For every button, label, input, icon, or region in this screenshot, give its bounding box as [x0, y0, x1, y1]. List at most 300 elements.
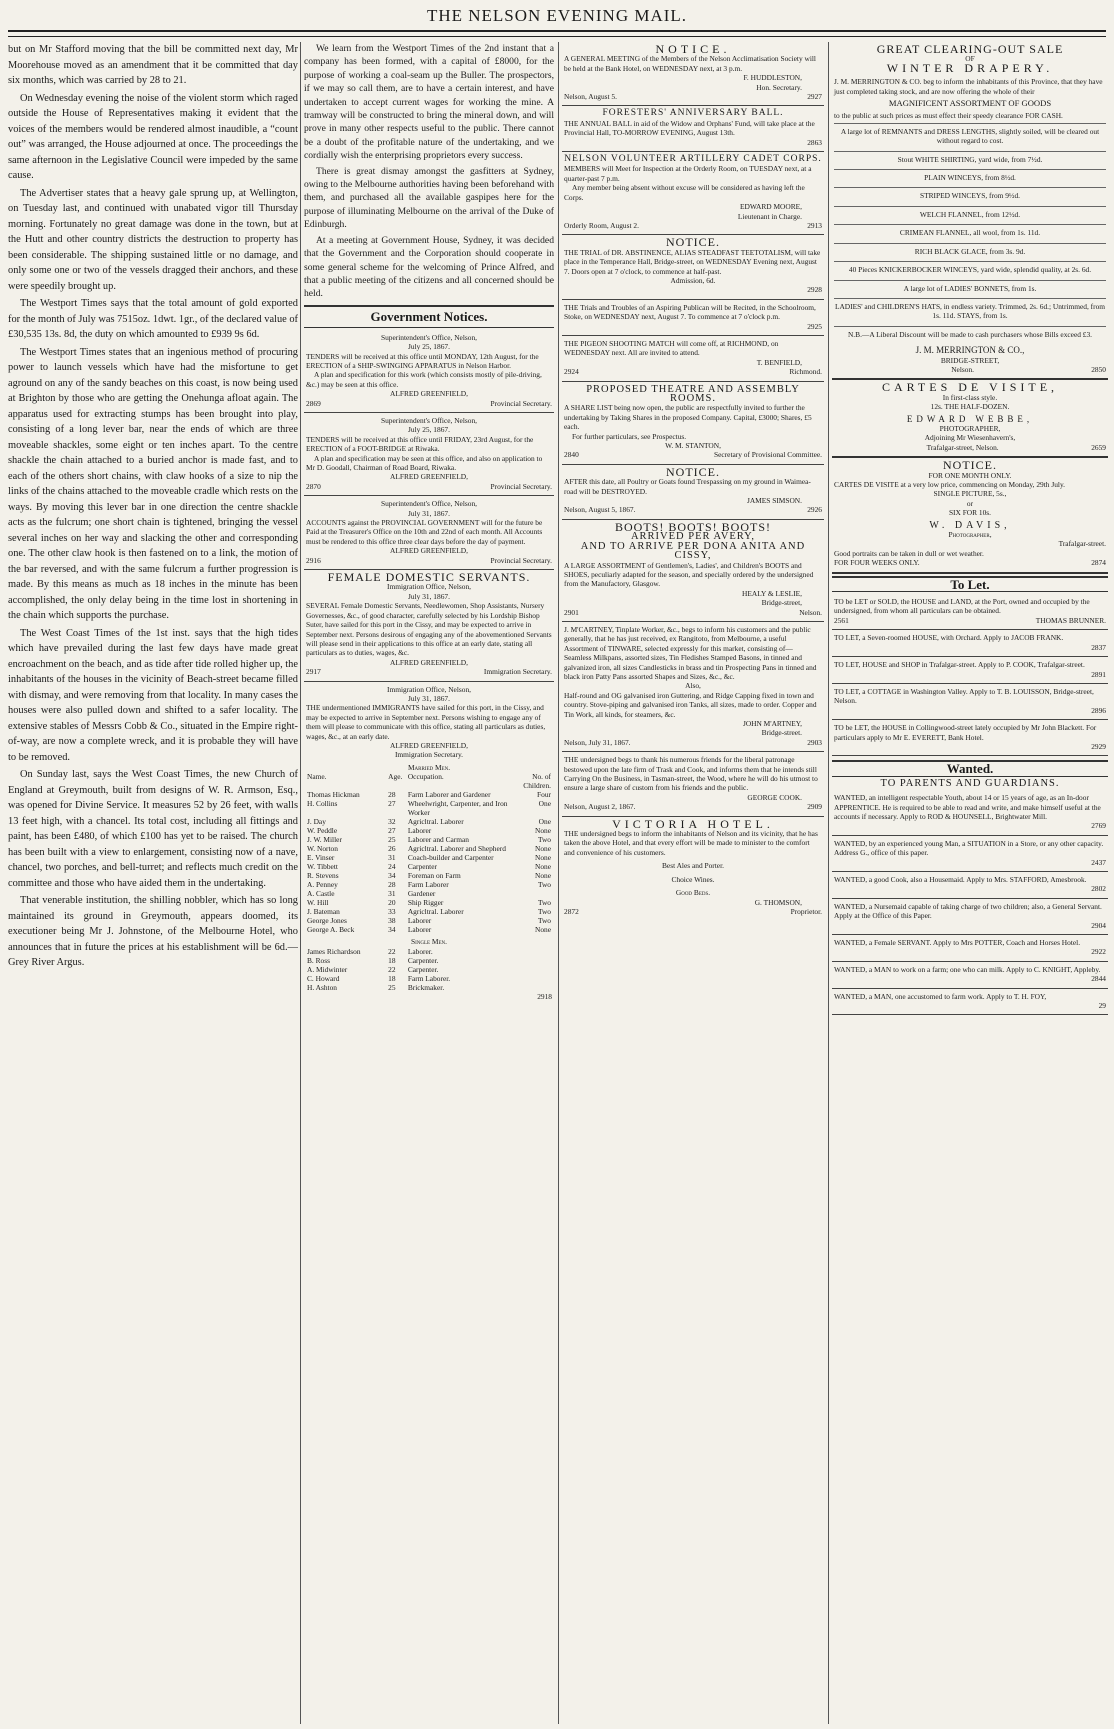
sale-item: WELCH FLANNEL, from 12½d. [834, 206, 1106, 222]
table-cell: None [534, 925, 551, 935]
ad-text: WANTED, a MAN to work on a farm; one who can milk. Apply to C. KNIGHT, Appleby. [834, 964, 1101, 974]
table-cell: 31 [388, 889, 396, 899]
ad-title: Bridge-street. [761, 728, 802, 738]
ad-text: THE Trials and Troubles of an Aspiring Publican will be Recited, in the Schoolroom, Stoke, on WEDNESDAY next, August 7. To commence at 7 o'clock p.m. [564, 302, 816, 322]
table-cell: Two [537, 916, 551, 926]
ad-text: WANTED, a Female SERVANT. Apply to Mrs POTTER, Coach and Horses Hotel. [834, 938, 1081, 948]
ad-number: 2903 [807, 737, 822, 747]
column-header: Occupation. [407, 772, 444, 782]
table-cell: E. Vinser [307, 853, 335, 863]
ad-heading: NELSON VOLUNTEER ARTILLERY CADET CORPS. [564, 154, 822, 165]
ad-line: or [966, 498, 974, 508]
table-row [306, 916, 552, 925]
table-row [306, 826, 552, 835]
notice-title: Immigration Secretary. [483, 667, 552, 677]
column-header: No. of Children. [523, 772, 551, 791]
ad-line: 12s. THE HALF-DOZEN. [930, 402, 1010, 412]
notice-text: A plan and specification may be seen at this office, and also on application to Mr D. Goodall, Chairman of Road Board, Riwaka. [306, 453, 543, 472]
wanted-ad [832, 872, 1108, 899]
notice-signature: ALFRED GREENFIELD, [389, 546, 468, 556]
news-paragraph: There is great dismay amongst the gasfitters at Sydney, owing to the Melbourne authorities having been beforehand with them, and purchased all the available gaspipes here for the purpose of illuminating Melbourne on the arrival of the Duke of Edinburgh. [304, 165, 554, 231]
table-row [306, 844, 552, 853]
table-cell: Ship Rigger [407, 898, 444, 908]
photographer-name: EDWARD WEBBE, [906, 413, 1034, 424]
table-cell: None [534, 844, 551, 854]
ad-number: 2891 [1091, 669, 1106, 679]
ad-number: 2925 [807, 321, 822, 331]
ad-signature: G. THOMSON, [754, 897, 802, 907]
table-cell: 28 [388, 790, 396, 800]
table-cell: A. Midwinter [307, 964, 348, 974]
ad-number: 2913 [807, 220, 822, 230]
notice-ad [562, 42, 824, 106]
ad-place: Nelson. [951, 364, 974, 374]
table-heading-single: Single Men. [410, 937, 448, 947]
ad-text: WANTED, a Nursemaid capable of taking charge of two children; also, a General Servant. Apply at the Office of this Paper. [834, 901, 1102, 921]
ad-place: Nelson. [799, 607, 822, 617]
news-paragraph: That venerable institution, the shilling nobbler, which has so long maintained its ground in Greymouth, appears doomed, its executioner being Mr J. Johnstone, of the Melbourne Hotel, who announces that in future the prices at his establishment will be 6d.—Grey River Argus. [8, 895, 298, 968]
ad-signature: JOHN M'ARTNEY, [742, 719, 802, 728]
notice-office: Superintendent's Office, Nelson, [380, 499, 478, 509]
ad-heading: NOTICE. [666, 235, 720, 250]
ad-text: CARTES DE VISITE at a very low price, commencing on Monday, 29th July. [834, 480, 1066, 489]
ad-number: 2929 [1091, 741, 1106, 751]
news-column-2 [304, 42, 554, 1724]
table-cell: B. Ross [307, 955, 331, 965]
table-cell: 20 [388, 898, 396, 908]
table-row [306, 925, 552, 934]
ad-signature: GEORGE COOK. [747, 792, 802, 802]
to-let-ad [832, 630, 1108, 657]
table-cell: Farm Laborer. [407, 973, 451, 983]
news-paragraph: The Advertiser states that a heavy gale sprung up, at Wellington, on Tuesday last, and continued with unabated vigor till Thursday morning. Fortunately no great damage was done in the town, but at the Hutt and other country districts the destruction to property has been considerable. The shipping sustained little or no damage, and only some one or two of the vessels dragged their anchors, and these were speedily brought up. [8, 187, 298, 292]
table-cell: Two [537, 898, 551, 908]
notice-date: July 31, 1867. [408, 508, 450, 518]
ad-line: FOR FOUR WEEKS ONLY. [834, 558, 920, 568]
notice-ad [562, 465, 824, 520]
photographer-address: Trafalgar-street. [1058, 539, 1106, 549]
gov-notice [304, 496, 554, 570]
table-cell: 25 [388, 835, 396, 845]
table-cell: 27 [388, 826, 396, 836]
gov-notice [304, 413, 554, 496]
notice-date: July 25, 1867. [408, 342, 450, 352]
wanted-ad [832, 836, 1108, 872]
sale-item: A large lot of LADIES' BONNETS, from 1s. [834, 280, 1106, 296]
table-cell: J. Day [307, 817, 326, 827]
ad-text: For further particulars, see Prospectus. [572, 431, 687, 441]
table-cell: W. Norton [307, 844, 338, 854]
ad-heading: NOTICE. [655, 42, 731, 56]
ad-text: WANTED, an intelligent respectable Youth, about 14 or 15 years of age, as an In-door APPRENTICE. He is required to be able to read and write, and make himself useful at the accounts if necessary. Apply to ROD & HOUNSELL, Brightwater Mill. [834, 793, 1101, 821]
ad-number: 2909 [807, 802, 822, 812]
ad-line: SIX FOR 10s. [948, 508, 992, 518]
ad-text: MEMBERS will Meet for Inspection at the Orderly Room, on TUESDAY next, at a quarter-past 7 p.m. [564, 164, 812, 183]
drapery-sale-ad [832, 42, 1108, 380]
table-row [306, 880, 552, 889]
table-cell: 25 [388, 982, 396, 992]
notice-heading: FEMALE DOMESTIC SERVANTS. [327, 570, 531, 585]
volunteer-ad [562, 152, 824, 235]
table-cell: Thomas Hickman [307, 790, 360, 800]
ad-signature: JAMES SIMSON. [746, 496, 802, 506]
ad-text: TO be LET, the HOUSE in Collingwood-street lately occupied by Mr John Blackett. For particulars apply to Mr E. EVERETT, Bank Hotel. [834, 723, 1097, 742]
theatre-ad [562, 382, 824, 465]
ad-also: Also, [685, 681, 701, 691]
notice-title: Immigration Secretary. [394, 750, 464, 760]
ad-number: 2917 [306, 667, 321, 677]
table-row [306, 889, 552, 898]
to-let-ad [832, 684, 1108, 720]
table-cell [513, 889, 552, 898]
ad-heading: NOTICE. [666, 464, 720, 479]
notice-signature: ALFRED GREENFIELD, [389, 657, 468, 667]
section-heading-government: Government Notices. [304, 305, 554, 328]
table-row [306, 956, 552, 965]
table-cell: Two [537, 835, 551, 845]
table-row [306, 974, 552, 983]
ad-line: Good portraits can be taken in dull or wet weather. [834, 548, 984, 558]
table-row [306, 947, 552, 956]
ad-title: Hon. Secretary. [756, 82, 802, 92]
ad-line: Good Beds. [675, 888, 711, 898]
ad-footer [834, 616, 1106, 625]
photographer-title: PHOTOGRAPHER, [939, 423, 1001, 433]
ad-footer [834, 742, 1106, 751]
ad-line: SINGLE PICTURE, 5s., [933, 489, 1007, 499]
sale-item: RICH BLACK GLACE, from 3s. 9d. [834, 243, 1106, 259]
table-row [306, 907, 552, 916]
table-cell: J. W. Miller [307, 835, 342, 845]
news-paragraph: The West Coast Times of the 1st inst. says that the high tides which have prevailed during the last few days have made great encroachment on the beach, and as tide after tide rolled higher up, the inhabitants of the houses in the vicinity of Beach-street became filled with dismay, and were removing from that locality. In many cases the houses were also pulled down and shifted to a safer locality. The extensive stables of Messrs Cobb & Co., situated in the Empire right-of-way, are now a complete wreck, and it is probable they will have to be removed. [8, 627, 298, 763]
table-cell: None [534, 853, 551, 863]
ad-number: 2924 [564, 367, 579, 377]
column-divider [558, 42, 559, 1724]
table-cell: Carpenter [407, 862, 437, 872]
column-divider [828, 42, 829, 1724]
news-block [304, 42, 554, 301]
ad-text: THE undersigned begs to inform the inhabitants of Nelson and its vicinity, that he has taken the above Hotel, and that every effort will be made to minister to the comfort and convenience of his customers. [564, 829, 818, 857]
notice-title: Provincial Secretary. [490, 398, 552, 408]
table-cell: Two [537, 880, 551, 890]
pigeon-ad [562, 336, 824, 382]
ad-text: TO be LET or SOLD, the HOUSE and LAND, at the Port, owned and occupied by the undersigned, from whom all particulars can be obtained. [834, 597, 1090, 616]
table-cell: 22 [388, 964, 396, 974]
immigrants-table-married [306, 772, 552, 934]
table-cell: Laborer [407, 925, 432, 935]
gov-notice-immigrants [304, 682, 554, 1005]
masthead-rule [8, 30, 1106, 37]
sale-item: CRIMEAN FLANNEL, all wool, from 1s. 11d. [834, 224, 1106, 240]
photographer-name: W. DAVIS, [929, 519, 1011, 531]
sale-item: Stout WHITE SHIRTING, yard wide, from 7½d. [834, 151, 1106, 167]
notice-office: Superintendent's Office, Nelson, [380, 415, 478, 425]
photographer-address: Adjoining Mr Wiesenhavern's, [924, 433, 1016, 443]
ad-text: J. M'CARTNEY, Tinplate Worker, &c., begs to inform his customers and the public generally, that he has just received, ex Rangitoto, from Melbourne, a useful Assortment of TINWARE, selected expressly for this market, consisting of— [564, 624, 811, 653]
news-paragraph: On Sunday last, says the West Coast Times, the new Church of England at Greymouth, built from designs of W. R. Armson, Esq., was opened for Divine Service. It measures 52 by 26 feet, with walls 13 feet high, with a chancel. Its total cost, including all fittings and paint, has been £480, of which £100 has yet to be raised. The church has been built with a view to enlargement, consisting now of a nave, chancel, two porches, and bell-turret; and reflects much credit on the committee and those who have aided them in the undertaking. [8, 769, 298, 889]
table-cell: Carpenter. [407, 964, 439, 974]
table-cell: None [534, 871, 551, 881]
news-paragraph: The Westport Times says that the total amount of gold exported for the month of July was 7515oz. 1dwt. 1gr., of the declared value of £30,535 13s. 8d, the duty on which amounted to £939 9s 6d. [8, 298, 298, 340]
ad-text: WANTED, a good Cook, also a Housemaid. Apply to Mrs. STAFFORD, Amesbrook. [834, 875, 1087, 884]
table-cell: A. Castle [307, 889, 335, 899]
ad-title: Lieutenant in Charge. [737, 211, 802, 221]
ad-number: 2916 [306, 555, 321, 565]
ad-admission: Admission, 6d. [670, 275, 716, 285]
ad-number: 29 [1098, 1001, 1106, 1011]
table-cell: 32 [388, 817, 396, 827]
table-cell: 34 [388, 925, 396, 935]
ad-text: THE undersigned begs to thank his numerous friends for the liberal patronage bestowed upon the late firm of Trask and Cook, and informs them that he intends still Carrying On the Business, in Tasman-street, the Wood, where he will do his utmost to ensure a large share of custom from his friends and the public. [564, 755, 818, 793]
ad-number: 2927 [807, 92, 822, 102]
ad-number: 2659 [1091, 442, 1106, 452]
ad-title: Proprietor. [790, 906, 822, 916]
ad-text: A GENERAL MEETING of the Members of the Nelson Acclimatisation Society will be held at the Bank Hotel, on WEDNESDAY next, at 3 p.m. [564, 54, 816, 73]
notice-text: SEVERAL Female Domestic Servants, Needlewomen, Shop Assistants, Nursery Governesses, &c., of good character, carefully selected by his Lordship Bishop Suter, have sailed for this port in the Cissy, and may be expected to arrive in September next. Persons desirous of engaging any of the abovementioned Servants will please send in their applications to this office at an early date, stating all particulars as to duties, wages, &c. [306, 601, 552, 658]
immigrants-table-single [306, 947, 552, 992]
table-row [306, 983, 552, 992]
table-cell: Wheelwright, Carpenter, and Iron Worker [407, 799, 508, 818]
ads-column-3 [562, 42, 824, 1724]
hotel-ad [562, 817, 824, 921]
ad-number: 2870 [306, 481, 321, 491]
sale-item: N.B.—A Liberal Discount will be made to cash purchasers whose Bills exceed £3. [834, 326, 1106, 342]
table-cell: W. Tibbett [307, 862, 338, 872]
sale-item: LADIES' and CHILDREN'S HATS, in endless variety. Trimmed, 2s. 6d.; Untrimmed, from 1s. 11d. STAYS, from 1s. [834, 298, 1106, 324]
ad-footer [834, 670, 1106, 679]
ad-signature: HEALY & LESLIE, [742, 588, 802, 598]
masthead-title: THE NELSON EVENING MAIL. [426, 6, 688, 25]
table-cell: 33 [388, 907, 396, 917]
table-cell: H. Ashton [307, 982, 337, 992]
ad-place: Nelson, July 31, 1867. [564, 737, 631, 747]
gov-notice [304, 570, 554, 681]
to-let-ad [832, 657, 1108, 684]
notice-text: THE undermentioned IMMIGRANTS have sailed for this port, in the Cissy, and may be expected to arrive in September next. Persons wishing to engage any of them will please to communicate with this office, stating all particulars as duties, wages, &c., at an early date. [306, 703, 546, 741]
ad-number: 2928 [807, 285, 822, 295]
ad-heading: PROPOSED THEATRE AND ASSEMBLY ROOMS. [586, 383, 800, 404]
photographer-ad [832, 380, 1108, 458]
sale-item: 40 Pieces KNICKERBOCKER WINCEYS, yard wide, splendid quality, at 2s. 6d. [834, 261, 1106, 277]
ad-signature: F. HUDDLESTON, [743, 73, 802, 83]
table-cell: George Jones [307, 916, 347, 926]
gov-notice [304, 330, 554, 413]
table-cell: One [538, 817, 551, 827]
notice-ad [562, 235, 824, 299]
ad-line: Choice Wines. [671, 874, 715, 884]
sale-item: STRIPED WINCEYS, from 9½d. [834, 187, 1106, 203]
ad-signature: T. BENFIELD, [756, 357, 802, 367]
ad-text: WANTED, a MAN, one accustomed to farm work. Apply to T. H. FOY, [834, 991, 1047, 1001]
ad-signature: THOMAS BRUNNER. [1035, 615, 1106, 625]
table-cell: Foreman on Farm [407, 871, 461, 881]
recital-ad [562, 300, 824, 336]
table-row [306, 898, 552, 907]
table-row [306, 790, 552, 799]
wanted-subheading: TO PARENTS AND GUARDIANS. [880, 777, 1060, 789]
ad-number: 2926 [807, 505, 822, 515]
notice-office: Immigration Office, Nelson, [386, 582, 471, 592]
notice-text: TENDERS will be received at this office until FRIDAY, 23rd August, for the ERECTION of a FOOT-BRIDGE at Riwaka. [306, 434, 534, 454]
news-paragraph: We learn from the Westport Times of the 2nd instant that a company has been formed, with a capital of £8000, for the purpose of working a coal-seam up the Buller. The prospectors, if we may so call them, are to have a certain interest, and have undertaken to accept current wages for working the mine. A tramway will be constructed to bring the mineral down, and will prove in many other respects useful to the public. There cannot be a doubt of the profitable nature of the undertaking, and we cordially wish the enterprising proprietors every success. [304, 43, 554, 162]
table-row [306, 965, 552, 974]
notice-date: July 25, 1867. [408, 425, 450, 435]
table-row [306, 862, 552, 871]
ad-number: 2922 [1091, 947, 1106, 957]
table-cell: 26 [388, 844, 396, 854]
ad-line: Best Ales and Porter. [662, 861, 724, 871]
table-cell: J. Bateman [307, 907, 340, 917]
ad-line: In first-class style. [942, 392, 998, 402]
ad-text: Half-round and OG galvanised iron Guttering, and Ridge Capping fixed in town and country. Stove-piping and galvanised iron Tanks, all sizes, made to order. Copper and Tin Work, all kinds, for steamers, &c. [564, 690, 817, 719]
table-cell: 28 [388, 880, 396, 890]
notice-text: TENDERS will be received at this office until MONDAY, 12th August, for the ERECTION of a SHIP-SWINGING APPARATUS in Nelson Harbor. [306, 351, 539, 370]
ad-number: 2863 [807, 137, 822, 147]
ad-text: A SHARE LIST being now open, the public are respectfully invited to further the undertaking by Taking Shares in the proposed Company. Capital, £3000; Shares, £5 each. [564, 403, 812, 432]
notice-text: ACCOUNTS against the PROVINCIAL GOVERNMENT will for the future be Paid at the Treasurer's Office on the 10th and 22nd of each month. All Accounts must be rendered to this office three clear days before the day of payment. [306, 518, 543, 546]
ad-items: Seamless Milkpans, assorted sizes, Tin Fledishes Stamped Basons, in tinned and galvanized iron, all sizes Candlesticks in brass and tin Prospecting Pans in tinned and black iron Patty Pans assorted Shapes and Sizes, &c., &c. [564, 653, 817, 681]
table-cell: Brickmaker. [407, 982, 445, 992]
ball-ad [562, 106, 824, 152]
ad-place: Orderly Room, August 2. [564, 220, 639, 230]
table-cell: None [534, 826, 551, 836]
ad-number: 2844 [1091, 974, 1106, 984]
notice-office: Superintendent's Office, Nelson, [380, 332, 478, 342]
table-cell: C. Howard [307, 973, 340, 983]
ad-text: to the public at such prices as must effect their speedy clearance FOR CASH. [834, 111, 1063, 121]
table-cell: Laborer. [407, 946, 433, 956]
ad-heading: BOOTS! BOOTS! BOOTS! [614, 519, 771, 534]
notice-date: July 31, 1867. [408, 693, 450, 703]
table-cell: 24 [388, 862, 396, 872]
table-cell: Agricltral. Laborer [407, 907, 464, 917]
ad-title: Secretary of Provisional Committee. [714, 450, 822, 460]
notice-signature: ALFRED GREENFIELD, [389, 472, 468, 482]
sale-item: PLAIN WINCEYS, from 8½d. [834, 169, 1106, 185]
section-heading-wanted: Wanted. [832, 760, 1108, 776]
ad-magnificent: MAGNIFICENT ASSORTMENT OF GOODS [888, 98, 1052, 109]
table-cell: Farm Laborer [407, 880, 449, 890]
tinware-ad [562, 622, 824, 752]
wanted-ad [832, 790, 1108, 836]
ad-place: Nelson, August 5. [564, 92, 617, 102]
notice-title: Provincial Secretary. [490, 555, 552, 565]
sale-item: A large lot of REMNANTS and DRESS LENGTHS, slightly soiled, will be cleared out without regard to cost. [834, 123, 1106, 149]
ad-number: 2896 [1091, 705, 1106, 715]
table-cell: Farm Laborer and Gardener [407, 790, 491, 800]
column-header: Name. [307, 772, 327, 782]
table-cell: 31 [388, 853, 396, 863]
ad-text: J. M. MERRINGTON & CO. beg to inform the inhabitants of this Province, that they have just completed taking stock, and are now offering the whole of their [834, 77, 1103, 96]
ad-text: TO LET, a COTTAGE in Washington Valley. Apply to T. B. LOUISSON, Bridge-street, Nelson. [834, 686, 1094, 706]
to-let-ad [832, 720, 1108, 756]
boots-ad [562, 520, 824, 622]
notice-date: July 31, 1867. [408, 591, 450, 601]
notice-text: A plan and specification for this work (which consists mostly of pile-driving, &c.) may be seen at this office. [306, 370, 542, 389]
table-cell: 22 [388, 946, 396, 956]
ad-text: THE TRIAL of DR. ABSTINENCE, ALIAS STEADFAST TEETOTALISM, will take place in the Temperance Hall, Bridge-street, on WEDNESDAY Evening next, August 7. Doors open at 7 o'clock, to commence at half-past. [564, 247, 821, 276]
table-cell: Laborer [407, 826, 432, 836]
table-header-row [306, 772, 552, 790]
wanted-ad [832, 899, 1108, 935]
ad-heading: VICTORIA HOTEL. [612, 816, 774, 831]
table-cell: 27 [388, 799, 396, 809]
table-cell: 18 [388, 955, 396, 965]
table-cell: A. Penney [307, 880, 338, 890]
ad-heading: NOTICE. [943, 458, 997, 473]
ad-subheading: WINTER DRAPERY. [886, 60, 1054, 75]
table-cell: 38 [388, 916, 396, 926]
ad-text: WANTED, by an experienced young Man, a SITUATION in a Store, or any other capacity. Address G., office of this paper. [834, 838, 1104, 858]
ad-number: 2840 [564, 450, 579, 460]
table-cell: Two [537, 907, 551, 917]
table-cell: 18 [388, 973, 396, 983]
ad-subheading: AND TO ARRIVE PER DONA ANITA AND CISSY, [580, 540, 806, 562]
ad-number: 2901 [564, 607, 579, 617]
table-cell: 34 [388, 871, 396, 881]
ads-column-4 [832, 42, 1108, 1724]
ad-number: 2918 [537, 991, 552, 1001]
table-cell: Four [537, 790, 551, 800]
notice-title: Provincial Secretary. [490, 481, 552, 491]
wanted-ad [832, 935, 1108, 962]
photographer-title: Photographer, [948, 530, 992, 540]
ad-text: Any member being absent without excuse will be considered as having left the Corps. [564, 183, 805, 202]
ad-number: 2869 [306, 398, 321, 408]
table-cell: Coach-builder and Carpenter [407, 853, 494, 863]
ad-line: FOR ONE MONTH ONLY. [928, 470, 1012, 480]
table-heading-married: Married Men. [407, 762, 451, 772]
ad-footer [834, 706, 1106, 715]
ad-of: OF [965, 54, 975, 64]
ad-number: 2850 [1091, 364, 1106, 374]
wanted-list [832, 790, 1108, 1015]
notice-office: Immigration Office, Nelson, [386, 684, 471, 694]
ad-text: THE ANNUAL BALL in aid of the Widow and Orphans' Fund, will take place at the Provincial Hall, TO-MORROW EVENING, August 13th. [564, 118, 815, 138]
ad-number: 2837 [1091, 642, 1106, 652]
table-cell: W. Hill [307, 898, 329, 908]
ad-place: Nelson, August 5, 1867. [564, 505, 636, 515]
table-cell: W. Peddle [307, 826, 338, 836]
ad-text: TO LET, a Seven-roomed HOUSE, with Orchard. Apply to JACOB FRANK. [834, 633, 1064, 643]
ad-number: 2802 [1091, 884, 1106, 894]
ad-heading: CARTES DE VISITE, [881, 380, 1059, 395]
table-cell: Gardener [407, 889, 436, 899]
ad-signature: J. M. MERRINGTON & CO., [915, 345, 1025, 356]
ad-number: 2874 [1091, 558, 1106, 568]
ad-heading: FORESTERS' ANNIVERSARY BALL. [602, 108, 784, 119]
ad-number: 2872 [564, 906, 579, 916]
ad-number: 2769 [1091, 821, 1106, 831]
to-let-list [832, 594, 1108, 756]
section-heading-to-let: To Let. [832, 576, 1108, 592]
table-cell: Carpenter. [407, 955, 439, 965]
news-paragraph: but on Mr Stafford moving that the bill be committed next day, Mr Moorehouse moved as an amendment that it be committed that day six months, which was carried by 28 to 21. [8, 44, 298, 86]
ad-signature: W. M. STANTON, [665, 441, 721, 451]
ad-footer [834, 643, 1106, 652]
ad-title: BRIDGE-STREET, [940, 355, 1000, 365]
ad-number: 2561 [834, 615, 849, 625]
ad-text: TO LET, HOUSE and SHOP in Trafalgar-street. Apply to P. COOK, Trafalgar-street. [834, 660, 1085, 670]
table-cell: George A. Beck [307, 925, 355, 935]
news-paragraph: At a meeting at Government House, Sydney, it was decided that the Government and the Corporation should cooperate in some general scheme for the welcoming of Prince Alfred, and that a public meeting of the citizens and all concerned should be held. [304, 234, 554, 300]
table-row [306, 853, 552, 862]
news-paragraph: The Westport Times states that an ingenious method of procuring power to launch vessels which have had the misfortune to get aground on any of the sandy beaches on this coast, is now being used at Brighton by those who are getting the Onehunga afloat again. The apparatus used for extracting stumps has been brought into play, consisting of a long lever bar, near the ends of which are three moveable shackles, some eight or ten inches apart. To the centre shackle the chain attached to a buried anchor is made fast, and to each of the others short chains, with claw hooks of a size to nip the links of the chains attached to the moveable cradle which rests on the ways. By moving this lever bar in one direction the centre shackle acts as the fulcrum; one short chain is tightened, bringing the vessel several inches on her way and slacking the other and corresponding one. The other claw hook is then fastened on to a link, the motion of the bar reversed, and with the same fulcrum a further progression is made. By this means as much as 18 inches in the minute has been accomplished, the only delay being in the time lost in shortening in the chain which supports the purchase. [8, 346, 298, 621]
ad-place: Richmond. [789, 367, 822, 377]
table-row [306, 799, 552, 817]
table-row [306, 835, 552, 844]
ad-signature: EDWARD MOORE, [740, 202, 802, 212]
